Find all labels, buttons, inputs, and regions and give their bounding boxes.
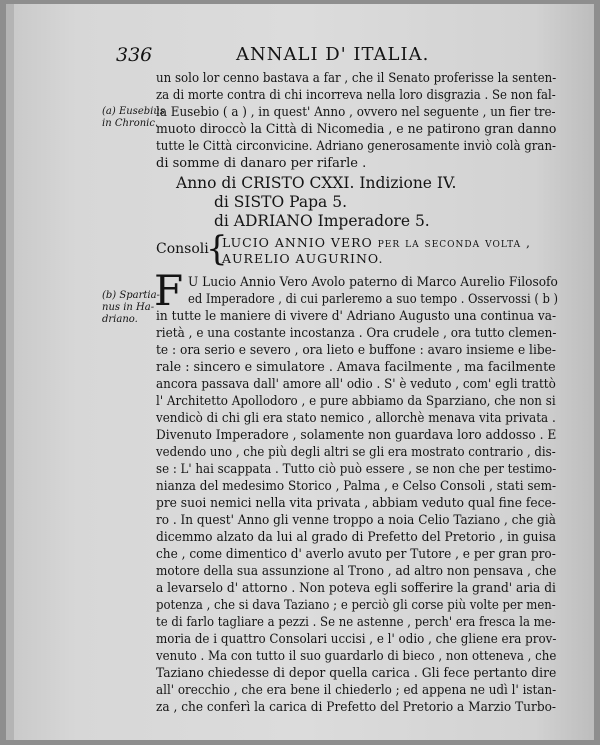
text-line: la Eusebio ( a ) , in quest' Anno , ovvero nel seguente , un fier tre- bbox=[156, 105, 556, 120]
text-line: dicemmo alzato da lui al grado di Prefetto del Pretorio , in guisa bbox=[156, 530, 557, 545]
text-line: te di farlo tagliare a pezzi . Se ne astenne , perch' era fresca la me- bbox=[156, 615, 556, 630]
text-line: di somme di danaro per rifarle . bbox=[156, 156, 367, 171]
text-line: nianza del medesimo Storico , Palma , e Celso Consoli , stati sem- bbox=[156, 479, 557, 494]
text-line: ancora passava dall' amore all' odio . S' è veduto , com' egli trattò bbox=[156, 377, 556, 392]
text-line: rale : sincero e simulatore . Amava facilmente , ma facilmente bbox=[156, 360, 556, 375]
text-line: pre suoi nemici nella vita privata , abbiam veduto qual fine fece- bbox=[156, 496, 556, 511]
text-line: che , come dimentico d' averlo avuto per Tutore , e per gran pro- bbox=[156, 547, 556, 562]
margin-note: nus in Ha- bbox=[102, 302, 155, 313]
text-line: potenza , che si dava Taziano ; e perciò gli corse più volte per men- bbox=[156, 598, 556, 613]
text-line: rietà , e una costante incostanza . Ora crudele , ora tutto clemen- bbox=[156, 326, 557, 341]
year-heading: di SISTO Papa 5. bbox=[214, 193, 347, 211]
text-line: vedendo uno , che più degli altri se gli era mostrato contrario , dis- bbox=[156, 445, 556, 460]
text-line: Taziano chiedesse di depor quella carica . Gli fece pertanto dire bbox=[156, 666, 557, 681]
text-line: a levarselo d' attorno . Non poteva egli sofferire la grand' aria di bbox=[156, 581, 556, 596]
brace-icon: { bbox=[206, 229, 228, 269]
text-line: Divenuto Imperadore , solamente non guardava loro addosso . E bbox=[156, 428, 557, 443]
margin-note: (b) Spartia- bbox=[102, 290, 160, 301]
text-line: se : L' hai scappata . Tutto ciò può essere , se non che per testimo- bbox=[156, 462, 557, 477]
consul-line: LUCIO ANNIO VERO per la seconda volta , bbox=[222, 235, 532, 250]
page-left-edge bbox=[6, 4, 14, 740]
margin-note: (a) Eusebius bbox=[102, 106, 165, 117]
running-title: ANNALI D' ITALIA. bbox=[236, 44, 430, 65]
text-line: un solo lor cenno bastava a far , che il Senato proferisse la senten- bbox=[156, 71, 557, 86]
text-line: l' Architetto Apollodoro , e pure abbiamo da Sparziano, che non si bbox=[156, 394, 556, 409]
drop-cap: F bbox=[154, 266, 184, 315]
book-page bbox=[6, 4, 594, 740]
consoli-label: Consoli bbox=[156, 241, 209, 257]
text-line: U Lucio Annio Vero Avolo paterno di Marco Aurelio Filosofo bbox=[188, 275, 558, 290]
text-line: vendicò di chi gli era stato nemico , allorchè menava vita privata . bbox=[156, 411, 556, 426]
text-line: muoto diroccò la Città di Nicomedia , e ne patirono gran danno bbox=[156, 122, 557, 137]
text-line: ed Imperadore , di cui parleremo a suo tempo . Osservossi ( b ) bbox=[188, 292, 559, 307]
text-line: motore della sua assunzione al Trono , ad altro non pensava , che bbox=[156, 564, 557, 579]
text-line: venuto . Ma con tutto il suo guardarlo di bieco , non otteneva , che bbox=[156, 649, 557, 664]
text-line: moria de i quattro Consolari uccisi , e l' odio , che gliene era prov- bbox=[156, 632, 557, 647]
text-line: all' orecchio , che era bene il chiederlo ; ed appena ne udì l' istan- bbox=[156, 683, 557, 698]
year-heading: Anno di CRISTO CXXI. Indizione IV. bbox=[176, 174, 457, 192]
text-line: in tutte le maniere di vivere d' Adriano Augusto una continua va- bbox=[156, 309, 557, 324]
text-line: ro . In quest' Anno gli venne troppo a noia Celio Taziano , che già bbox=[156, 513, 556, 528]
margin-note: driano. bbox=[102, 314, 138, 325]
margin-note: in Chronic. bbox=[102, 118, 159, 129]
text-line: te : ora serio e severo , ora lieto e buffone : avaro insieme e libe- bbox=[156, 343, 557, 358]
text-line: za , che conferì la carica di Prefetto del Pretorio a Marzio Turbo- bbox=[156, 700, 557, 715]
consul-line: AURELIO AUGURINO. bbox=[222, 251, 384, 266]
year-heading: di ADRIANO Imperadore 5. bbox=[214, 212, 430, 230]
text-line: tutte le Città circonvicine. Adriano generosamente inviò colà gran- bbox=[156, 139, 557, 154]
page-number: 336 bbox=[116, 44, 153, 66]
text-line: za di morte contra di chi incorreva nella loro disgrazia . Se non fal- bbox=[156, 88, 556, 103]
